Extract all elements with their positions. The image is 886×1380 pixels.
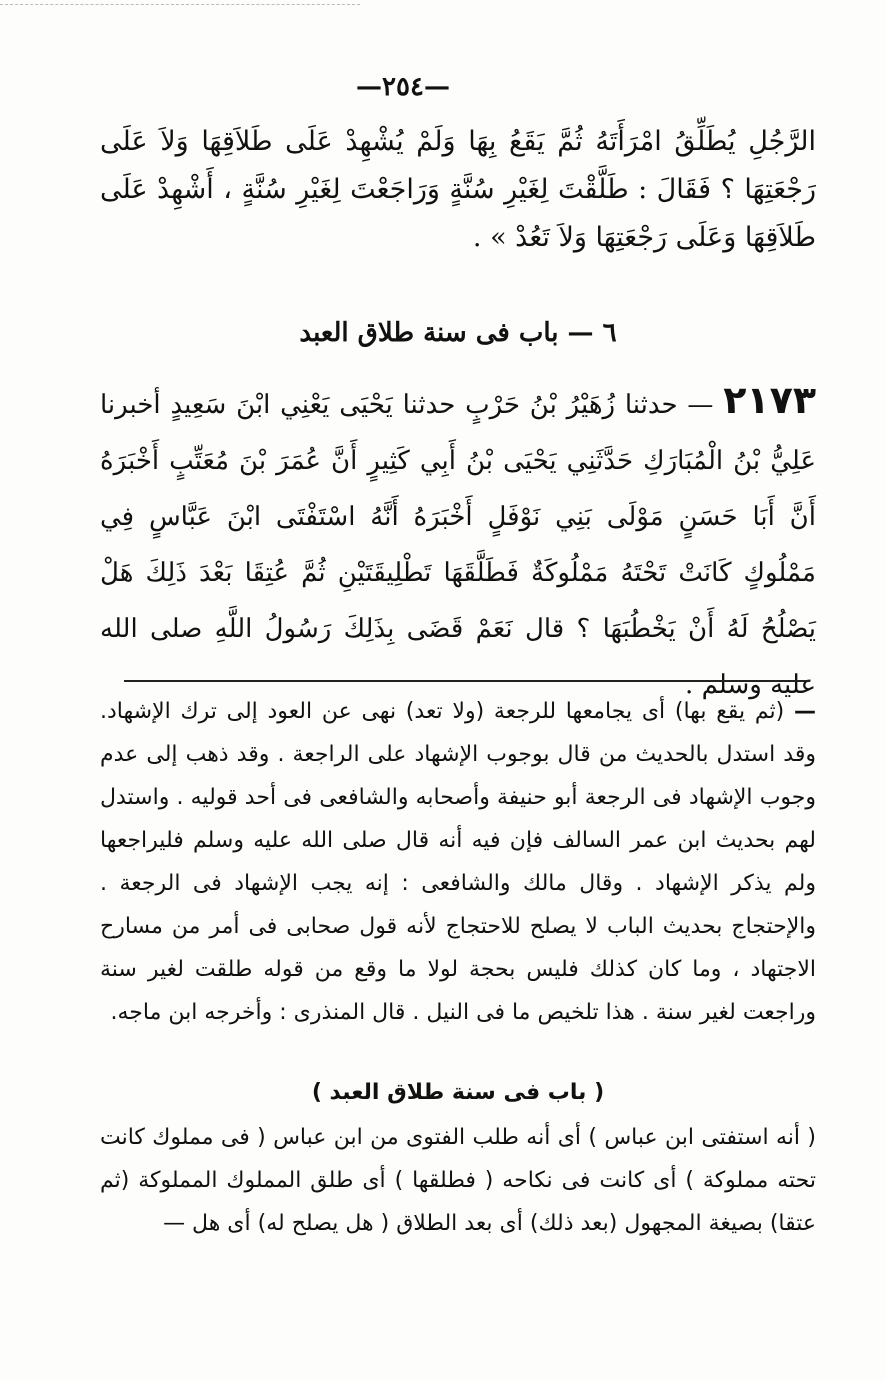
commentary-first-text: (ثم يقع بها) أى يجامعها للرجعة (ولا تعد) نهى عن العود إلى ترك الإشهاد. وقد استدل بالحديث من قال بوجوب الإشهاد على الراجعة . وقد ذهب إلى عدم وجوب الإشهاد فى الرجعة أبو حنيفة وأصحابه والشافعى فى أحد قوليه . واستدل لهم بحديث ابن عمر السالف فإن فيه أنه قال صلى الله عليه وسلم فليراجعها ولم يذكر الإشهاد . وقال مالك والشافعى : إنه يجب الإشهاد فى الرجعة . والإحتجاج بحديث الباب لا يصلح للاحتجاج لأنه قول صحابى فى أمر من مسارح الاجتهاد ، وما كان كذلك فليس بحجة لولا ما وقع من قوله طلقت لغير سنة وراجعت لغير سنة . هذا تلخيص ما فى النيل . قال المنذرى : وأخرجه ابن ماجه.	[100, 699, 816, 1025]
footnote-divider	[124, 680, 810, 682]
section-heading: ٦ — باب فى سنة طلاق العبد	[299, 318, 617, 348]
hadith-number: ٢١٧٣	[723, 378, 817, 422]
commentary-first	[100, 690, 816, 1034]
commentary-heading: ( باب فى سنة طلاق العبد )	[311, 1080, 605, 1105]
hadith-text: — حدثنا زُهَيْرُ بْنُ حَرْبٍ حدثنا يَحْيَى يَعْنِي ابْنَ سَعِيدٍ أخبرنا عَلِيُّ بْنُ الْمُبَارَكِ حَدَّثَنِي يَحْيَى بْنُ أَبِي كَثِيرٍ أَنَّ عُمَرَ بْنَ مُعَتِّبٍ أَخْبَرَهُ أَنَّ أَبَا حَسَنٍ مَوْلَى بَنِي نَوْفَلٍ أَخْبَرَهُ أَنَّهُ اسْتَفْتَى ابْنَ عَبَّاسٍ فِي مَمْلُوكٍ كَانَتْ تَحْتَهُ مَمْلُوكَةٌ فَطَلَّقَهَا تَطْلِيقَتَيْنِ ثُمَّ عُتِقَا بَعْدَ ذَلِكَ هَلْ يَصْلُحُ لَهُ أَنْ يَخْطُبَهَا ؟ قال نَعَمْ قَضَى بِذَلِكَ رَسُولُ اللَّهِ صلى الله عليه وسلم .	[100, 390, 816, 700]
commentary-second: ( أنه استفتى ابن عباس ) أى أنه طلب الفتوى من ابن عباس ( فى مملوك كانت تحته مملوكة ) أى كانت فى نكاحه ( فطلقها ) أى طلق المملوك المملوكة (ثم عتقا) بصيغة المجهول (بعد ذلك) أى بعد الطلاق ( هل يصلح له) أى هل —	[100, 1125, 816, 1236]
commentary-dash: —	[794, 699, 816, 724]
hadith-continuation: الرَّجُلِ يُطَلِّقُ امْرَأَتَهُ ثُمَّ يَقَعُ بِهَا وَلَمْ يُشْهِدْ عَلَى طَلاَقِهَا وَلاَ عَلَى رَجْعَتِهَا ؟ فَقَالَ : طَلَّقْتَ لِغَيْرِ سُنَّةٍ وَرَاجَعْتَ لِغَيْرِ سُنَّةٍ ، أَشْهِدْ عَلَى طَلاَقِهَا وَعَلَى رَجْعَتِهَا وَلاَ تَعُدْ » .	[100, 126, 816, 253]
page-number: —٢٥٤—	[356, 72, 450, 102]
hadith-main	[100, 372, 816, 713]
scan-edge	[0, 4, 360, 5]
